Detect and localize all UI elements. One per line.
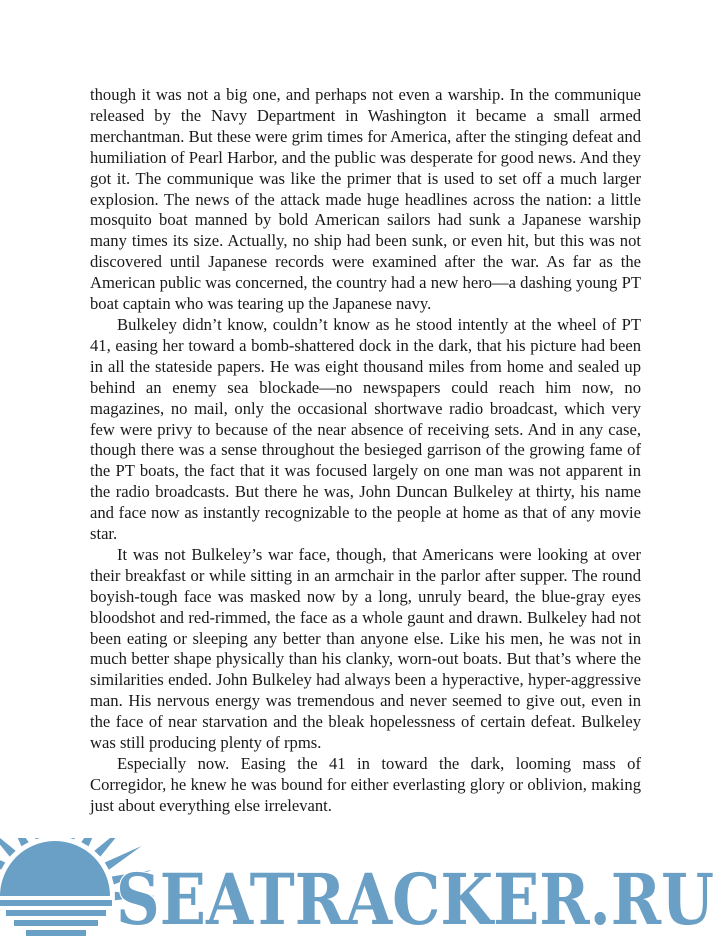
watermark-graphic — [0, 838, 726, 943]
watermark-text: SEATRACKER.RU — [116, 858, 714, 941]
paragraph-2: Bulkeley didn’t know, couldn’t know as he stood intently at the wheel of PT 41, easing her toward a bomb-shattered dock in the dark, that his picture had been in all the stateside papers. He was eight thousand miles from home and sealed up behind an enemy sea blockade—no newspapers could reach him now, no magazines, no mail, only the occasional shortwave radio broadcast, which very few were privy to because of the near absence of receiving sets. And in any case, though there was a sense throughout the besieged garrison of the growing fame of the PT boats, the fact that it was focused largely on one man was not apparent in the radio broadcasts. But there he was, John Duncan Bulkeley at thirty, his name and face now as instantly recognizable to the people at home as that of any movie star. — [90, 314, 641, 544]
paragraph-4: Especially now. Easing the 41 in toward the dark, looming mass of Corregidor, he knew he was bound for either everlasting glory or oblivion, making just about everything else irrelevant. — [90, 754, 641, 815]
book-page-text — [90, 85, 641, 817]
sun-ray — [66, 838, 80, 839]
sun-ray — [94, 838, 125, 857]
paragraph-3: It was not Bulkeley’s war face, though, that Americans were looking at over their breakfast or while sitting in an armchair in the parlor after supper. The round boyish-tough face was masked now by a long, unruly beard, the blue-gray eyes bloodshot and red-rimmed, the face as a whole gaunt and drawn. Bulkeley had not been eating or sleeping any better than anyone else. Like his men, he was not in much better shape physically than his clanky, worn-out boats. But that’s where the similarities ended. John Bulkeley had always been a hyperactive, hyper-aggressive man. His nervous energy was tremendous and never seemed to give out, even in the face of near starvation and the bleak hopelessness of certain defeat. Bulkeley was still producing plenty of rpms. — [90, 544, 641, 753]
paragraph-1: though it was not a big one, and perhaps not even a warship. In the communique released by the Navy Department in Washington it became a small armed merchantman. But these were grim times for America, after the stinging defeat and humiliation of Pearl Harbor, and the public was desperate for good news. And they got it. The communique was like the primer that is used to set off a much larger explosion. The news of the attack made huge headlines across the nation: a little mosquito boat manned by bold American sailors had sunk a Japanese warship many times its size. Actually, no ship had been sunk, or even hit, but this was not discovered until Japanese records were examined after the war. As far as the American public was concerned, the country had a new hero—a dashing young PT boat captain who was tearing up the Japanese navy. — [90, 85, 641, 314]
sun-ray — [0, 838, 16, 857]
seatracker-watermark — [0, 838, 726, 943]
sun-ray — [29, 838, 43, 839]
